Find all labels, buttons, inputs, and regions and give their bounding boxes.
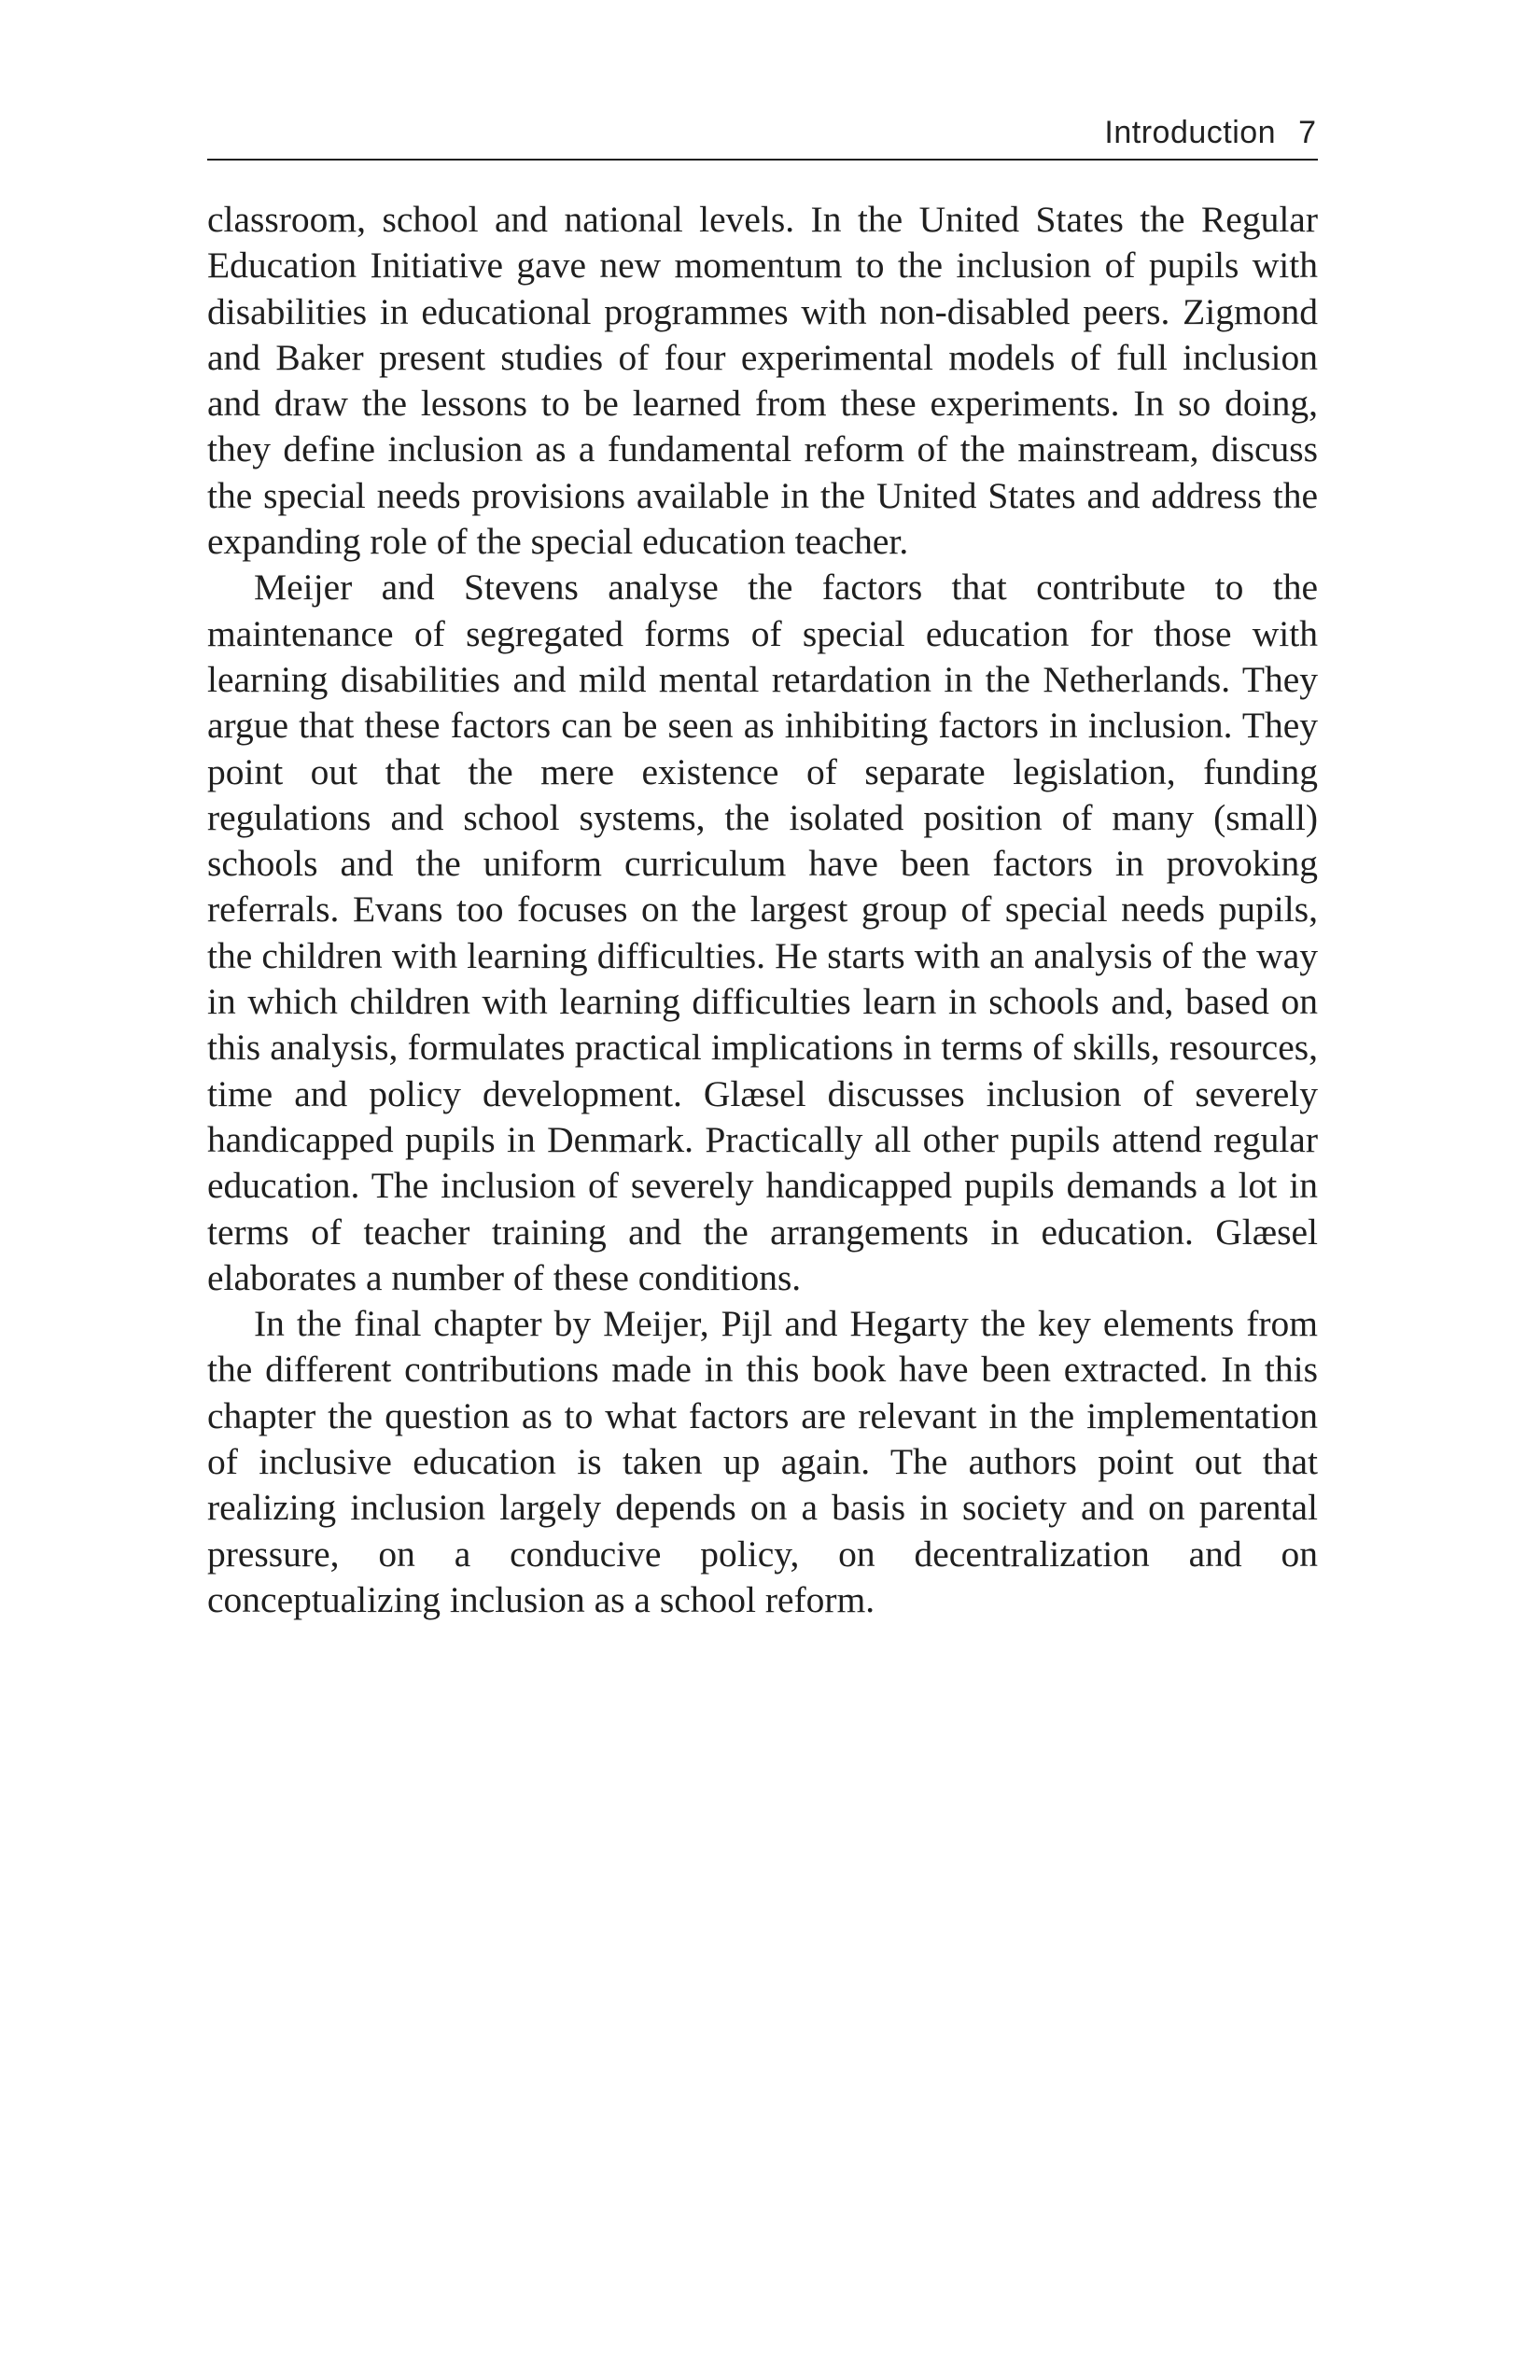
header-rule [207,159,1318,161]
body-text [207,197,1318,1623]
paragraph-1: classroom, school and national levels. In the United States the Regular Education Initiative gave new momentum to the inclusion of pupils with disabilities in educational programmes with non-disabled peers. Zigmond and Baker present studies of four experimental models of full inclusion and draw the lessons to be learned from these experiments. In so doing, they define inclusion as a fundamental reform of the mainstream, discuss the special needs provisions available in the United States and address the expanding role of the special education teacher. [207,199,1318,563]
running-head-title: Introduction [1104,115,1277,150]
running-head [207,108,1318,151]
paragraph-2: Meijer and Stevens analyse the factors that contribute to the maintenance of segregated forms of special education for those with learning disabilities and mild mental retardation in the Netherlands. They argue that these factors can be seen as inhibiting factors in inclusion. They point out that the mere existence of separate legislation, funding regulations and school systems, the isolated position of many (small) schools and the uniform curriculum have been factors in provoking referrals. Evans too focuses on the largest group of special needs pupils, the children with learning difficulties. He starts with an analysis of the way in which children with learning difficulties learn in schools and, based on this analysis, formulates practical implications in terms of skills, resources, time and policy development. Glæsel discusses inclusion of severely handicapped pupils in Denmark. Practically all other pupils attend regular education. The inclusion of severely handicapped pupils demands a lot in terms of teacher training and the arrangements in education. Glæsel elaborates a number of these conditions. [207,567,1318,1298]
paragraph-3: In the final chapter by Meijer, Pijl and Hegarty the key elements from the different contributions made in this book have been extracted. In this chapter the question as to what factors are relevant in the implementation of inclusive education is taken up again. The authors point out that realizing inclusion largely depends on a basis in society and on parental pressure, on a conducive policy, on decentralization and on conceptualizing inclusion as a school reform. [207,1303,1318,1620]
page-number: 7 [1298,115,1316,150]
